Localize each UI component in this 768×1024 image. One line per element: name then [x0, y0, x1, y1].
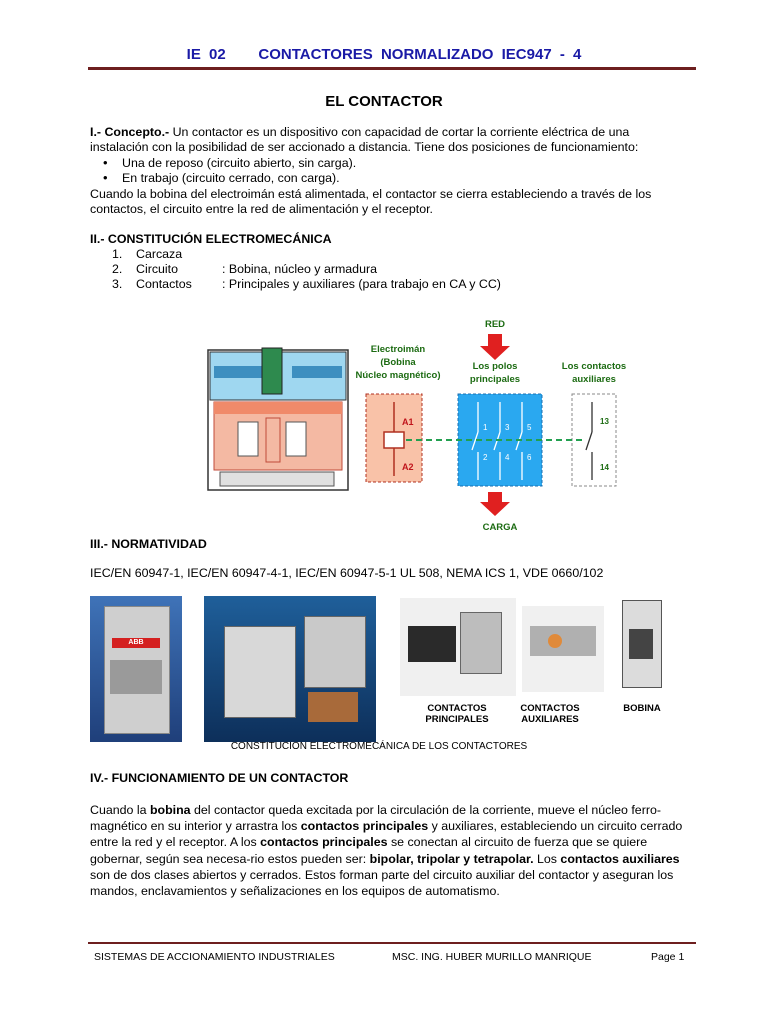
label-bobina: BOBINA: [623, 703, 661, 714]
normatividad-text: IEC/EN 60947-1, IEC/EN 60947-4-1, IEC/EN 60947-5-1 UL 508, NEMA ICS 1, VDE 0660/102: [90, 566, 604, 580]
label-electroiman-3: Núcleo magnético): [355, 370, 441, 381]
photo-abb-contactor: [90, 596, 182, 742]
pole-label: 4: [505, 453, 510, 462]
page-number: Page 1: [651, 951, 685, 963]
page-header: [0, 46, 768, 63]
section-normatividad-heading: III.- NORMATIVIDAD: [90, 537, 207, 551]
photos-caption: CONSTITUCION ELECTROMECÁNICA DE LOS CONTACTORES: [230, 741, 528, 752]
red-arrow-icon: [480, 334, 510, 360]
aux-label-13: 13: [600, 417, 609, 426]
pole-label: 2: [483, 453, 488, 462]
photo-disassembled-contactor: [204, 596, 376, 742]
list-item: 3. Contactos : Principales y auxiliares (para trabajo en CA y CC): [112, 277, 501, 291]
label-polos-2: principales: [469, 374, 521, 385]
photo-coil: [622, 600, 662, 688]
footer-author: MSC. ING. HUBER MURILLO MANRIQUE: [392, 951, 592, 963]
pole-label: 6: [527, 453, 532, 462]
contactor-cross-section: [208, 348, 348, 490]
list-item: 2. Circuito : Bobina, núcleo y armadura: [112, 262, 377, 276]
label-electroiman-2: (Bobina: [380, 357, 416, 368]
label-polos-1: Los polos: [472, 361, 518, 372]
concepto-heading: I.- Concepto.-: [90, 125, 170, 139]
pole-label: 3: [505, 423, 510, 432]
funcionamiento-text: Cuando la bobina del contactor queda excitada por la circulación de la corriente, mueve el núcleo ferro-magnético en su interior y arrastra los contactos principales y auxiliares, estableciendo un circuito cerrado entre la red y el receptor. A los contactos principales se conectan al circuito de fuerza que se quiere gobernar, según sea necesa-rio estos pueden ser: bipolar, tripolar y tetrapolar. Los contactos auxiliares son de dos clases abiertos y cerrados. Estos forman parte del circuito auxiliar del contactor y aseguran los mandos, enclavamientos y señalizaciones en los equipos de automatismo.: [90, 803, 683, 899]
list-item: 1. Carcaza: [112, 247, 183, 261]
header-rule: [88, 67, 696, 70]
carga-arrow-icon: [480, 492, 510, 516]
header-code: IE 02: [186, 46, 226, 63]
section-concepto: [90, 125, 690, 217]
photo-main-contacts: [400, 598, 516, 696]
list-item: • En trabajo (circuito cerrado, con carga).: [90, 171, 690, 186]
footer-course: SISTEMAS DE ACCIONAMIENTO INDUSTRIALES: [94, 951, 335, 963]
label-contactos-principales: CONTACTOS PRINCIPALES: [425, 703, 489, 725]
header-title: CONTACTORES NORMALIZADO IEC947 - 4: [258, 46, 582, 63]
label-carga: CARGA: [482, 522, 518, 533]
aux-label-14: 14: [600, 463, 609, 472]
photo-aux-contacts: [522, 606, 604, 692]
label-red: RED: [484, 319, 506, 330]
document-title: EL CONTACTOR: [325, 93, 443, 110]
label-a1: A1: [402, 417, 414, 427]
section-constitucion-heading: II.- CONSTITUCIÓN ELECTROMECÁNICA: [90, 232, 332, 246]
positions-list: [90, 156, 690, 187]
label-electroiman-1: Electroimán: [370, 344, 426, 355]
label-a2: A2: [402, 462, 414, 472]
concepto-intro: Un contactor es un dispositivo con capacidad de cortar la corriente eléctrica de una instalación con la posibilidad de ser accionado a distancia. Tiene dos posiciones de funcionamiento:: [90, 125, 639, 155]
label-contactos-auxiliares: CONTACTOS AUXILIARES: [520, 703, 580, 725]
section-funcionamiento-heading: IV.- FUNCIONAMIENTO DE UN CONTACTOR: [90, 771, 349, 785]
concepto-after: Cuando la bobina del electroimán está alimentada, el contactor se cierra estableciendo a través de los contactos, el circuito entre la red de alimentación y el receptor.: [90, 186, 652, 217]
list-item: • Una de reposo (circuito abierto, sin carga).: [90, 156, 690, 171]
abb-logo: ABB: [112, 638, 160, 648]
label-auxiliares-2: auxiliares: [572, 374, 616, 385]
contactor-diagram: [200, 310, 627, 540]
footer-rule: [88, 942, 696, 944]
pole-label: 5: [527, 423, 532, 432]
coil-symbol-icon: [384, 432, 404, 448]
pole-label: 1: [483, 423, 488, 432]
label-auxiliares-1: Los contactos: [561, 361, 627, 372]
